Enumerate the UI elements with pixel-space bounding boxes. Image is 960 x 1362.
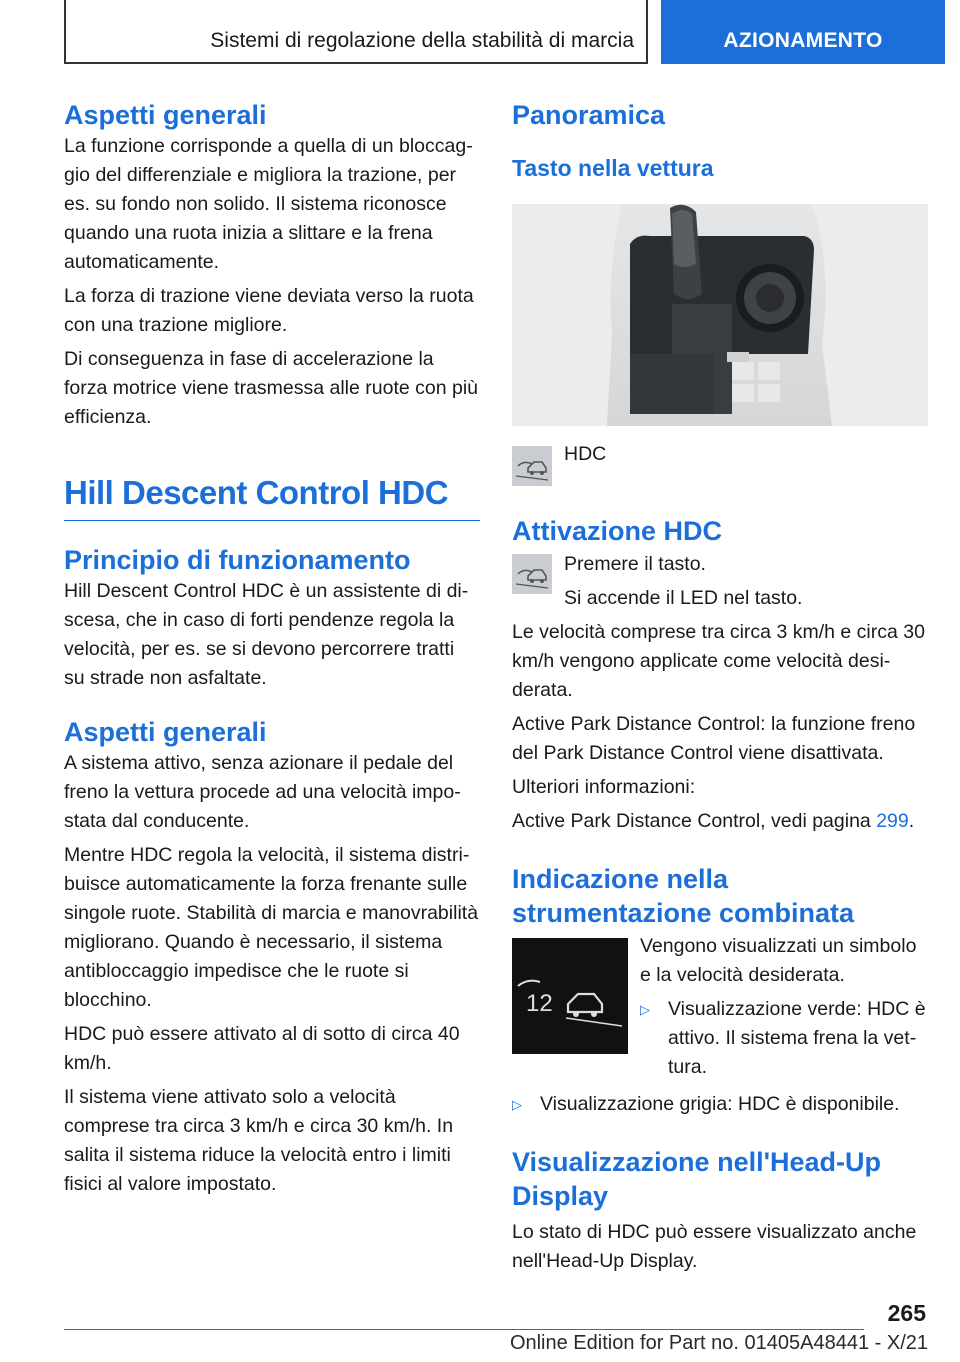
paragraph: HDC può essere attivato al di sotto di circa 40 km/h. (64, 1023, 460, 1074)
footer-edition: Online Edition for Part no. 01405A48441 - X/21 (509, 1332, 928, 1354)
paragraph: Le velocità comprese tra circa 3 km/h e circa 30 km/h vengono applicate come velocità desiderata. (512, 621, 925, 701)
heading-attivazione: Attivazione HDC (512, 516, 723, 546)
step-text: Premere il tasto. (564, 553, 706, 575)
paragraph: Lo stato di HDC può essere visualizzato anche nell'Head-Up Display. (512, 1221, 917, 1272)
paragraph: A sistema attivo, senza azionare il pedale del freno la vettura procede ad una velocità impostata dal conducente. (64, 752, 461, 832)
paragraph: Hill Descent Control HDC è un assistente di discesa, che in caso di forti pendenze regola la velocità, per es. se si devono percorrere tratti su strade non asfaltate. (64, 580, 469, 689)
heading-principio: Principio di funzionamento (64, 545, 411, 575)
heading-head-up-display: Visualizzazione nell'Head-Up Display (512, 1147, 882, 1211)
bullet-text: Visualizzazione verde: HDC è attivo. Il sistema frena la vettura. (668, 998, 926, 1078)
bullet-text: Visualizzazione grigia: HDC è disponibile. (540, 1093, 900, 1115)
cluster-description: Vengono visualizzati un simbolo e la velocità desiderata. (640, 935, 917, 986)
paragraph: Mentre HDC regola la velocità, il sistema distribuisce automaticamente la forza frenante sulle singole ruote. Stabilità di marcia e manovrabilità migliorano. Quando è necessario, il sistema antibloccaggio impedisce che le ruote si blocchino. (64, 844, 479, 1011)
paragraph-text: . (908, 810, 915, 832)
heading-indicazione: Indicazione nella strumentazione combinata (512, 864, 855, 928)
hill-descent-car-icon (512, 554, 552, 594)
triangle-bullet-icon: ▷ (640, 1002, 650, 1017)
instrument-cluster-image (512, 938, 628, 1054)
footer-divider (64, 1329, 864, 1330)
paragraph: La forza di trazione viene deviata verso la ruota con una trazione migliore. (64, 285, 474, 336)
heading-divider (64, 520, 480, 521)
bullet-item (640, 995, 930, 1082)
heading-panoramica: Panoramica (512, 100, 666, 130)
page-link[interactable]: 299 (876, 810, 909, 832)
paragraph: Il sistema viene attivato solo a velocità comprese tra circa 3 km/h e circa 30 km/h. In salita il sistema riduce la velocità entro i limiti fisici al valore impostato. (64, 1086, 454, 1195)
heading-aspetti-generali-2: Aspetti generali (64, 717, 267, 747)
page-number: 265 (887, 1300, 926, 1326)
paragraph: Active Park Distance Control: la funzione freno del Park Distance Control viene disattivata. (512, 713, 916, 764)
triangle-bullet-icon: ▷ (512, 1097, 522, 1112)
header-section-title: Sistemi di regolazione della stabilità di marcia (64, 0, 648, 64)
right-column (512, 98, 930, 1276)
step-text: Si accende il LED nel tasto. (564, 587, 803, 609)
paragraph-text: Active Park Distance Control, vedi pagina (512, 810, 877, 832)
paragraph: La funzione corrisponde a quella di un bloccaggio del differenziale e migliora la trazione, per es. su fondo non solido. Il sistema riconosce quando una ruota inizia a slittare e la frena automaticamente. (64, 135, 473, 273)
hill-descent-car-icon (512, 446, 552, 486)
paragraph (512, 807, 930, 836)
activation-step (512, 554, 930, 613)
hdc-button-legend (512, 443, 930, 486)
header-chapter-tab[interactable]: AZIONAMENTO (661, 0, 945, 64)
heading-hill-descent-control: Hill Descent Control HDC (64, 474, 449, 511)
left-column (64, 98, 480, 1199)
icon-label: HDC (564, 443, 607, 465)
heading-aspetti-generali: Aspetti generali (64, 100, 267, 130)
center-console-photo (512, 204, 928, 426)
paragraph: Ulteriori informazioni: (512, 776, 696, 798)
cluster-display-row (512, 935, 930, 1082)
cluster-speed: 12 (526, 990, 553, 1017)
bullet-item (512, 1090, 930, 1119)
paragraph: Di conseguenza in fase di accelerazione la forza motrice viene trasmessa alle ruote con più efficienza. (64, 348, 479, 428)
heading-tasto-vettura: Tasto nella vettura (512, 155, 714, 181)
